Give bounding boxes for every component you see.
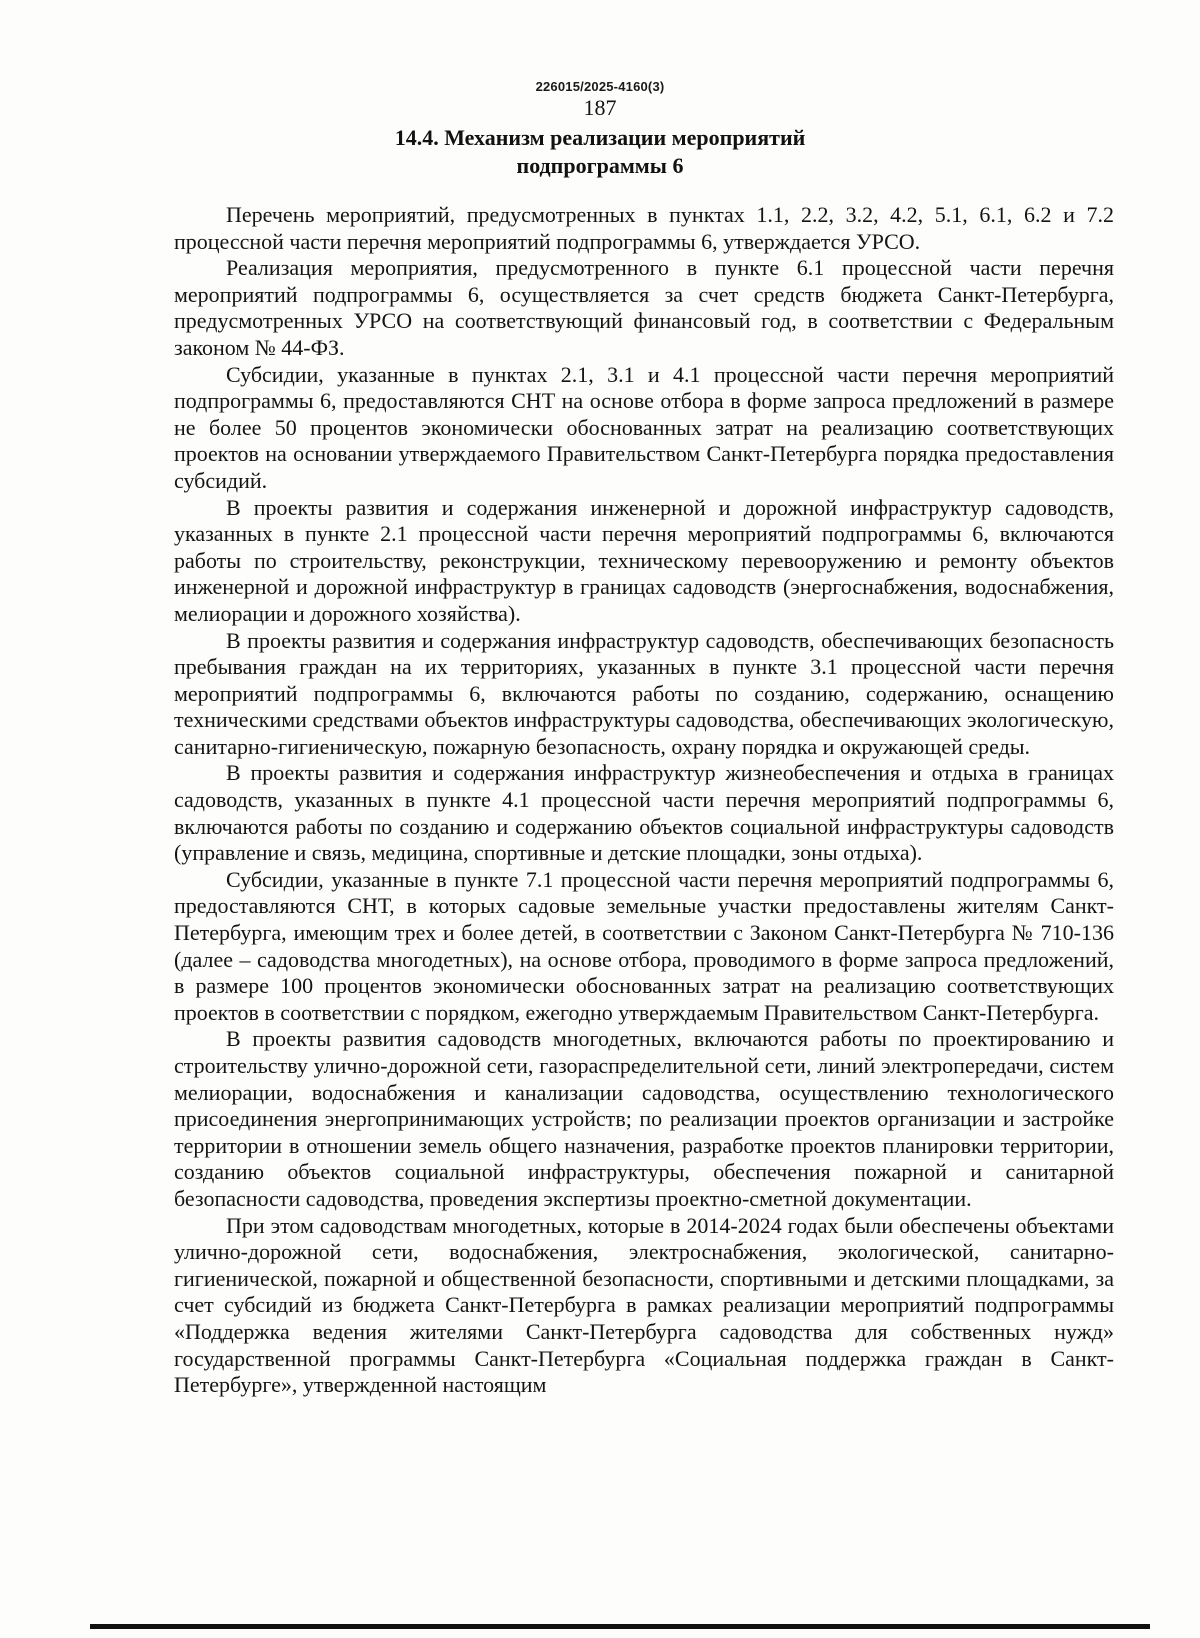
paragraph-4: В проекты развития и содержания инженерной и дорожной инфраструктур садоводств, указанных в пункте 2.1 процессной части перечня мероприятий подпрограммы 6, включаются работы по строительству, реконструкции, техническому перевооружению и ремонту объектов инженерной и дорожной инфраструктур в границах садоводств (энергоснабжения, водоснабжения, мелиорации и дорожного хозяйства). xyxy=(174,494,1114,626)
document-registration-code: 226015/2025-4160(3) xyxy=(535,79,665,94)
scan-edge-rule xyxy=(90,1624,1150,1629)
document-body xyxy=(174,202,1114,1399)
paragraph-9: При этом садоводствам многодетных, которые в 2014-2024 годах были обеспечены объектами улично-дорожной сети, водоснабжения, электроснабжения, экологической, санитарно-гигиенической, пожарной и общественной безопасности, спортивными и детскими площадками, за счет субсидий из бюджета Санкт-Петербурга в рамках реализации мероприятий подпрограммы «Поддержка ведения жителями Санкт-Петербурга садоводства для собственных нужд» государственной программы Санкт-Петербурга «Социальная поддержка граждан в Санкт-Петербурге», утвержденной настоящим xyxy=(174,1212,1114,1398)
section-heading-line-2: подпрограммы 6 xyxy=(516,153,684,178)
section-heading-line-1: 14.4. Механизм реализации мероприятий xyxy=(394,125,806,150)
paragraph-1: Перечень мероприятий, предусмотренных в пунктах 1.1, 2.2, 3.2, 4.2, 5.1, 6.1, 6.2 и 7.2 процессной части перечня мероприятий подпрограммы 6, утверждается УРСО. xyxy=(174,202,1114,254)
paragraph-7: Субсидии, указанные в пункте 7.1 процессной части перечня мероприятий подпрограммы 6, предоставляются СНТ, в которых садовые земельные участки предоставлены жителям Санкт-Петербурга, имеющим трех и более детей, в соответствии с Законом Санкт-Петербурга № 710-136 (далее – садоводства многодетных), на основе отбора, проводимого в форме запроса предложений, в размере 100 процентов экономически обоснованных затрат на реализацию соответствующих проектов в соответствии с порядком, ежегодно утверждаемым Правительством Санкт-Петербурга. xyxy=(174,866,1114,1025)
paragraph-2: Реализация мероприятия, предусмотренного в пункте 6.1 процессной части перечня мероприятий подпрограммы 6, осуществляется за счет средств бюджета Санкт-Петербурга, предусмотренных УРСО на соответствующий финансовый год, в соответствии с Федеральным законом № 44-ФЗ. xyxy=(174,255,1114,360)
paragraph-3: Субсидии, указанные в пунктах 2.1, 3.1 и 4.1 процессной части перечня мероприятий подпрограммы 6, предоставляются СНТ на основе отбора в форме запроса предложений в размере не более 50 процентов экономически обоснованных затрат на реализацию соответствующих проектов на основании утверждаемого Правительством Санкт-Петербурга порядка предоставления субсидий. xyxy=(174,361,1114,493)
section-heading xyxy=(0,124,1200,180)
paragraph-6: В проекты развития и содержания инфраструктур жизнеобеспечения и отдыха в границах садоводств, указанных в пункте 4.1 процессной части перечня мероприятий подпрограммы 6, включаются работы по созданию и содержанию объектов социальной инфраструктуры садоводств (управление и связь, медицина, спортивные и детские площадки, зоны отдыха). xyxy=(174,760,1114,866)
page-number: 187 xyxy=(583,95,617,120)
paragraph-5: В проекты развития и содержания инфраструктур садоводств, обеспечивающих безопасность пребывания граждан на их территориях, указанных в пункте 3.1 процессной части перечня мероприятий подпрограммы 6, включаются работы по созданию, содержанию, оснащению техническими средствами объектов инфраструктуры садоводства, обеспечивающих экологическую, санитарно-гигиеническую, пожарную безопасность, охрану порядка и окружающей среды. xyxy=(174,627,1114,759)
paragraph-8: В проекты развития садоводств многодетных, включаются работы по проектированию и строительству улично-дорожной сети, газораспределительной сети, линий электропередачи, систем мелиорации, водоснабжения и канализации садоводства, осуществлению технологического присоединения энергопринимающих устройств; по реализации проектов организации и застройке территории в отношении земель общего назначения, разработке проектов планировки территории, созданию объектов социальной инфраструктуры, обеспечения пожарной и санитарной безопасности садоводства, проведения экспертизы проектно-сметной документации. xyxy=(174,1026,1114,1211)
